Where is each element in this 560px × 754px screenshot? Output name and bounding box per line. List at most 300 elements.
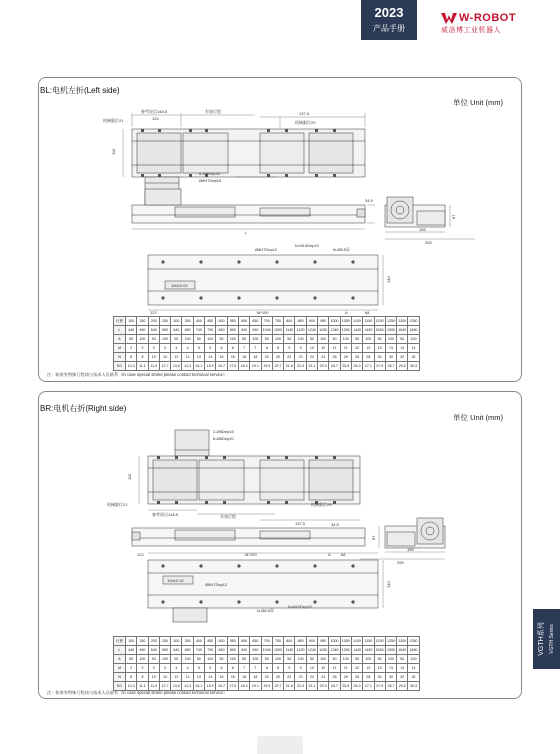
table-cell: 590 bbox=[159, 646, 170, 655]
label-mech-origin-r: 机械限位29 bbox=[295, 120, 316, 125]
table-cell: 1000 bbox=[329, 637, 340, 646]
table-cell: 500 bbox=[216, 317, 227, 326]
table-cell: 790 bbox=[205, 326, 216, 335]
table-cell: 1390 bbox=[340, 326, 351, 335]
dim-68: 68 bbox=[365, 310, 370, 315]
table-cell: 550 bbox=[227, 637, 238, 646]
table-cell: 28 bbox=[351, 673, 362, 682]
table-cell: 18 bbox=[250, 673, 261, 682]
table-cell: 1300 bbox=[397, 317, 408, 326]
table-cell: 27.1 bbox=[363, 362, 374, 371]
spec-table-left bbox=[113, 316, 420, 371]
table-cell: 17.5 bbox=[227, 682, 238, 691]
table-cell: 26 bbox=[329, 353, 340, 362]
table-cell: 11.9 bbox=[148, 362, 159, 371]
table-cell: 20 bbox=[272, 673, 283, 682]
table-cell: 100 bbox=[385, 655, 396, 664]
table-cell: 740 bbox=[193, 326, 204, 335]
table-cell: 22.3 bbox=[295, 362, 306, 371]
series-name: VGTH系列 bbox=[538, 622, 545, 656]
table-cell: 1350 bbox=[408, 317, 419, 326]
table-cell: 1240 bbox=[306, 326, 317, 335]
table-cell: 10.3 bbox=[126, 362, 137, 371]
dim-155: 155 bbox=[419, 227, 426, 232]
table-cell: 640 bbox=[171, 646, 182, 655]
table-cell: 940 bbox=[238, 646, 249, 655]
table-row bbox=[114, 317, 420, 326]
table-cell: 200 bbox=[148, 317, 159, 326]
dim-a: A bbox=[345, 310, 348, 315]
dim-ref-point: 参考原点148.5 bbox=[141, 109, 168, 114]
table-cell: 11.9 bbox=[148, 682, 159, 691]
table-cell: 100 bbox=[227, 335, 238, 344]
table-cell: 1250 bbox=[385, 637, 396, 646]
table-cell: 1640 bbox=[397, 646, 408, 655]
table-cell: 27.1 bbox=[363, 682, 374, 691]
dim-116: 116 bbox=[111, 148, 116, 155]
table-cell: 1340 bbox=[329, 326, 340, 335]
table-cell: 14 bbox=[408, 664, 419, 673]
table-cell: 50 bbox=[148, 335, 159, 344]
table-cell: 13.5 bbox=[171, 682, 182, 691]
table-cell: 1300 bbox=[397, 637, 408, 646]
table-row bbox=[114, 353, 420, 362]
table-cell: 22 bbox=[295, 353, 306, 362]
table-cell: 8 bbox=[126, 353, 137, 362]
table-cell: 26.3 bbox=[351, 362, 362, 371]
table-cell: 500 bbox=[216, 637, 227, 646]
table-cell: 250 bbox=[159, 637, 170, 646]
table-cell: 16 bbox=[227, 673, 238, 682]
table-cell: 24.7 bbox=[329, 362, 340, 371]
table-cell: 15.9 bbox=[205, 362, 216, 371]
table-cell: 200 bbox=[148, 637, 159, 646]
table-cell: 14 bbox=[397, 664, 408, 673]
dim-m100: M*100 bbox=[257, 310, 269, 315]
table-cell: 1240 bbox=[306, 646, 317, 655]
table-cell: 1690 bbox=[408, 326, 419, 335]
dim-255: 255 bbox=[425, 240, 432, 245]
table-cell: 50 bbox=[351, 335, 362, 344]
table-cell: 150 bbox=[137, 317, 148, 326]
table-cell: 100 bbox=[182, 655, 193, 664]
table-cell: 10.3 bbox=[126, 682, 137, 691]
table-cell: 11.1 bbox=[137, 682, 148, 691]
table-cell: 100 bbox=[408, 655, 419, 664]
table-cell: 800 bbox=[284, 637, 295, 646]
table-cell: 28.7 bbox=[385, 682, 396, 691]
dim-122-r: 122 bbox=[137, 552, 144, 557]
table-cell: 1590 bbox=[385, 326, 396, 335]
table-cell: 600 bbox=[238, 317, 249, 326]
table-cell: 11 bbox=[329, 664, 340, 673]
dim-116-r: 116 bbox=[127, 473, 132, 480]
table-cell: 100 bbox=[272, 335, 283, 344]
table-cell: 50 bbox=[329, 655, 340, 664]
table-cell: 14.3 bbox=[182, 682, 193, 691]
table-row-header: L bbox=[114, 646, 126, 655]
table-cell: 15.1 bbox=[193, 362, 204, 371]
table-cell: 840 bbox=[216, 646, 227, 655]
table-cell: 100 bbox=[159, 335, 170, 344]
table-cell: 50 bbox=[238, 655, 249, 664]
table-cell: 14 bbox=[205, 353, 216, 362]
table-cell: 350 bbox=[182, 317, 193, 326]
dim-34-5: 34.5 bbox=[365, 198, 373, 203]
table-cell: 300 bbox=[171, 637, 182, 646]
table-cell: 13 bbox=[374, 664, 385, 673]
table-cell: 1490 bbox=[363, 326, 374, 335]
table-cell: 10 bbox=[306, 344, 317, 353]
table-row bbox=[114, 655, 420, 664]
dim-ref-point-r: 参考原点148.5 bbox=[152, 512, 179, 517]
table-row bbox=[114, 646, 420, 655]
dim-155-r: 155 bbox=[407, 547, 414, 552]
series-name-en: VGTH Series bbox=[549, 624, 555, 654]
table-cell: 650 bbox=[250, 317, 261, 326]
table-cell: 1100 bbox=[351, 637, 362, 646]
table-cell: 100 bbox=[340, 655, 351, 664]
table-cell: 7 bbox=[250, 664, 261, 673]
table-row-header: 行程 bbox=[114, 637, 126, 646]
table-cell: 25.5 bbox=[340, 362, 351, 371]
label-mech-origin-l-r: 机械限位21 bbox=[107, 502, 128, 507]
table-cell: 6 bbox=[227, 664, 238, 673]
brand-name-cn: 威洛博工业机器人 bbox=[441, 27, 501, 34]
page-number-tab bbox=[257, 736, 303, 754]
hole-spec-5-r: N-Ø8.5穿 bbox=[257, 608, 274, 613]
table-cell: 740 bbox=[193, 646, 204, 655]
table-cell: 5 bbox=[205, 664, 216, 673]
table-cell: 400 bbox=[193, 637, 204, 646]
drawing-right-side bbox=[45, 422, 515, 627]
table-cell: 1150 bbox=[363, 637, 374, 646]
dim-stroke-r: 有效行程 bbox=[220, 514, 236, 519]
table-cell: 1040 bbox=[261, 326, 272, 335]
table-cell: 10 bbox=[148, 673, 159, 682]
table-cell: 20.7 bbox=[272, 362, 283, 371]
table-cell: 6 bbox=[216, 664, 227, 673]
table-cell: 100 bbox=[126, 637, 137, 646]
table-cell: 24.7 bbox=[329, 682, 340, 691]
table-cell: 18 bbox=[238, 673, 249, 682]
table-cell: 18.3 bbox=[238, 362, 249, 371]
table-cell: 1190 bbox=[295, 646, 306, 655]
table-cell: 12 bbox=[363, 664, 374, 673]
table-cell: 50 bbox=[306, 655, 317, 664]
table-cell: 12 bbox=[182, 673, 193, 682]
table-cell: 100 bbox=[385, 335, 396, 344]
table-cell: 890 bbox=[227, 326, 238, 335]
table-row bbox=[114, 673, 420, 682]
table-cell: 4 bbox=[171, 664, 182, 673]
table-cell: 5 bbox=[205, 344, 216, 353]
table-cell: 50 bbox=[171, 655, 182, 664]
brand-logo bbox=[441, 12, 541, 35]
table-cell: 30.3 bbox=[408, 682, 419, 691]
table-cell: 50 bbox=[397, 335, 408, 344]
table-cell: 9 bbox=[295, 344, 306, 353]
table-cell: 28 bbox=[351, 353, 362, 362]
table-cell: 100 bbox=[137, 335, 148, 344]
table-cell: 1140 bbox=[284, 646, 295, 655]
table-cell: 24 bbox=[318, 673, 329, 682]
dim-255-r: 255 bbox=[397, 560, 404, 565]
table-row-header: A bbox=[114, 655, 126, 664]
table-cell: 29.5 bbox=[397, 682, 408, 691]
table-cell: 1090 bbox=[272, 326, 283, 335]
table-cell: 8 bbox=[261, 664, 272, 673]
table-cell: 100 bbox=[137, 655, 148, 664]
table-row-header: KG bbox=[114, 362, 126, 371]
table-cell: 50 bbox=[329, 335, 340, 344]
table-cell: 15.1 bbox=[193, 682, 204, 691]
table-cell: 1390 bbox=[340, 646, 351, 655]
table-cell: 50 bbox=[171, 335, 182, 344]
table-cell: 900 bbox=[306, 637, 317, 646]
table-cell: 100 bbox=[295, 335, 306, 344]
table-cell: 600 bbox=[238, 637, 249, 646]
label-mech-origin-r-r: 机械限位29 bbox=[311, 502, 332, 507]
table-cell: 18.3 bbox=[238, 682, 249, 691]
table-cell: 1000 bbox=[329, 317, 340, 326]
table-cell: 540 bbox=[148, 326, 159, 335]
table-cell: 100 bbox=[205, 655, 216, 664]
table-cell: 19.1 bbox=[250, 362, 261, 371]
table-cell: 32 bbox=[408, 673, 419, 682]
table-cell: 450 bbox=[205, 637, 216, 646]
spec-table-right bbox=[113, 636, 420, 691]
table-cell: 1640 bbox=[397, 326, 408, 335]
table-cell: 440 bbox=[126, 326, 137, 335]
table-cell: 650 bbox=[250, 637, 261, 646]
table-cell: 4 bbox=[171, 344, 182, 353]
table-cell: 1100 bbox=[351, 317, 362, 326]
table-cell: 11 bbox=[340, 664, 351, 673]
table-cell: 1050 bbox=[340, 317, 351, 326]
table-cell: 23.9 bbox=[318, 362, 329, 371]
table-cell: 8 bbox=[272, 344, 283, 353]
table-cell: 440 bbox=[126, 646, 137, 655]
table-cell: 50 bbox=[306, 335, 317, 344]
table-cell: 2 bbox=[126, 664, 137, 673]
hole-spec-3-r: Ø8H7Dep12 bbox=[205, 582, 228, 587]
table-cell: 14 bbox=[408, 344, 419, 353]
table-cell: 990 bbox=[250, 646, 261, 655]
table-cell: 15.9 bbox=[205, 682, 216, 691]
table-cell: 790 bbox=[205, 646, 216, 655]
table-cell: 28 bbox=[363, 353, 374, 362]
table-cell: 10 bbox=[318, 344, 329, 353]
table-cell: 1350 bbox=[408, 637, 419, 646]
table-cell: 30 bbox=[385, 673, 396, 682]
table-cell: 350 bbox=[182, 637, 193, 646]
table-cell: 8 bbox=[126, 673, 137, 682]
hole-spec-2: Ø8H7Dep15 bbox=[199, 178, 222, 183]
table-cell: 100 bbox=[318, 655, 329, 664]
table-cell: 24 bbox=[306, 673, 317, 682]
table-cell: 1140 bbox=[284, 326, 295, 335]
table-row-header: M bbox=[114, 344, 126, 353]
table-cell: 990 bbox=[250, 326, 261, 335]
table-cell: 12.7 bbox=[159, 682, 170, 691]
table-cell: 8 bbox=[137, 353, 148, 362]
table-cell: 22.3 bbox=[295, 682, 306, 691]
section-title-left: BL:电机左折(Left side) bbox=[40, 83, 128, 98]
table-row bbox=[114, 362, 420, 371]
table-cell: 16 bbox=[216, 353, 227, 362]
table-cell: 100 bbox=[182, 335, 193, 344]
table-cell: 50 bbox=[351, 655, 362, 664]
table-cell: 8 bbox=[137, 673, 148, 682]
table-cell: 1490 bbox=[363, 646, 374, 655]
table-cell: 12 bbox=[363, 344, 374, 353]
table-cell: 50 bbox=[126, 655, 137, 664]
table-cell: 20 bbox=[272, 353, 283, 362]
table-cell: 3 bbox=[148, 344, 159, 353]
table-cell: 50 bbox=[193, 655, 204, 664]
table-cell: 850 bbox=[295, 317, 306, 326]
table-cell: 700 bbox=[261, 637, 272, 646]
table-cell: 490 bbox=[137, 326, 148, 335]
table-cell: 20 bbox=[261, 353, 272, 362]
table-cell: 100 bbox=[408, 335, 419, 344]
table-cell: 12 bbox=[351, 664, 362, 673]
table-cell: 5 bbox=[193, 344, 204, 353]
table-cell: 1190 bbox=[295, 326, 306, 335]
table-cell: 11 bbox=[340, 344, 351, 353]
dim-140-r: 140 bbox=[386, 581, 391, 588]
table-cell: 2 bbox=[137, 664, 148, 673]
table-cell: 100 bbox=[363, 335, 374, 344]
table-row bbox=[114, 664, 420, 673]
hole-spec-1-r: 2-Ø8Dep15 bbox=[213, 429, 234, 434]
table-cell: 100 bbox=[318, 335, 329, 344]
table-cell: 690 bbox=[182, 646, 193, 655]
table-cell: 14 bbox=[205, 673, 216, 682]
table-cell: 100 bbox=[227, 655, 238, 664]
table-cell: 1440 bbox=[351, 646, 362, 655]
unit-label-left: 单位 Unit (mm) bbox=[453, 98, 503, 107]
table-cell: 50 bbox=[193, 335, 204, 344]
table-cell: 590 bbox=[159, 326, 170, 335]
series-side-tab bbox=[533, 609, 560, 669]
table-cell: 13 bbox=[385, 664, 396, 673]
table-cell: 50 bbox=[148, 655, 159, 664]
table-cell: 10 bbox=[159, 353, 170, 362]
table-cell: 13.5 bbox=[171, 362, 182, 371]
table-cell: 24 bbox=[318, 353, 329, 362]
table-cell: 24 bbox=[306, 353, 317, 362]
table-cell: 250 bbox=[159, 317, 170, 326]
table-cell: 1340 bbox=[329, 646, 340, 655]
catalog-year-badge bbox=[361, 0, 417, 40]
hole-spec-4-r: N-M10Dep20 bbox=[288, 604, 312, 609]
table-cell: 25.5 bbox=[340, 682, 351, 691]
dim-pitch: 100±0.02 bbox=[171, 283, 188, 288]
table-cell: 50 bbox=[397, 655, 408, 664]
table-cell: 12 bbox=[171, 353, 182, 362]
dim-stroke: 有效行程 bbox=[205, 109, 221, 114]
table-cell: 100 bbox=[340, 335, 351, 344]
table-cell: 490 bbox=[137, 646, 148, 655]
dim-140: 140 bbox=[386, 276, 391, 283]
table-cell: 1200 bbox=[374, 317, 385, 326]
table-cell: 100 bbox=[295, 655, 306, 664]
table-cell: 890 bbox=[227, 646, 238, 655]
table-cell: 100 bbox=[205, 335, 216, 344]
catalog-text: 产品手册 bbox=[373, 24, 405, 33]
table-cell: 750 bbox=[272, 637, 283, 646]
note-left: 注：如果有特殊行程请与技术人员联系（In case special stroke please contact technical service） bbox=[47, 372, 228, 377]
dim-124: 124 bbox=[152, 116, 159, 121]
section-title-right: BR:电机右折(Right side) bbox=[40, 401, 158, 416]
table-cell: 12 bbox=[351, 344, 362, 353]
table-cell: 20 bbox=[261, 673, 272, 682]
table-row bbox=[114, 637, 420, 646]
table-cell: 16.7 bbox=[216, 362, 227, 371]
table-cell: 3 bbox=[159, 664, 170, 673]
table-cell: 18 bbox=[250, 353, 261, 362]
table-cell: 150 bbox=[137, 637, 148, 646]
table-cell: 26 bbox=[340, 673, 351, 682]
table-cell: 6 bbox=[227, 344, 238, 353]
unit-label-right: 单位 Unit (mm) bbox=[453, 413, 503, 422]
table-cell: 1690 bbox=[408, 646, 419, 655]
table-cell: 14 bbox=[397, 344, 408, 353]
table-cell: 18 bbox=[238, 353, 249, 362]
table-cell: 2 bbox=[137, 344, 148, 353]
table-row bbox=[114, 335, 420, 344]
table-cell: 23.9 bbox=[318, 682, 329, 691]
table-cell: 32 bbox=[408, 353, 419, 362]
table-cell: 450 bbox=[205, 317, 216, 326]
table-cell: 750 bbox=[272, 317, 283, 326]
table-cell: 16.7 bbox=[216, 682, 227, 691]
table-cell: 640 bbox=[171, 326, 182, 335]
table-cell: 50 bbox=[216, 335, 227, 344]
table-cell: 540 bbox=[148, 646, 159, 655]
table-cell: 940 bbox=[238, 326, 249, 335]
table-cell: 950 bbox=[318, 317, 329, 326]
table-cell: 32 bbox=[397, 353, 408, 362]
table-row-header: M bbox=[114, 664, 126, 673]
table-cell: 30 bbox=[374, 353, 385, 362]
table-cell: 7 bbox=[238, 344, 249, 353]
hole-spec-3: Ø8H7Dep12 bbox=[255, 247, 278, 252]
table-cell: 50 bbox=[261, 335, 272, 344]
table-cell: 3 bbox=[148, 664, 159, 673]
table-cell: 23.1 bbox=[306, 362, 317, 371]
table-cell: 10 bbox=[148, 353, 159, 362]
table-cell: 8 bbox=[261, 344, 272, 353]
table-cell: 100 bbox=[272, 655, 283, 664]
table-cell: 13 bbox=[374, 344, 385, 353]
table-cell: 7 bbox=[250, 344, 261, 353]
table-cell: 28.7 bbox=[385, 362, 396, 371]
table-cell: 1290 bbox=[318, 326, 329, 335]
table-cell: 16 bbox=[227, 353, 238, 362]
table-cell: 1090 bbox=[272, 646, 283, 655]
table-cell: 22 bbox=[284, 353, 295, 362]
table-cell: 26 bbox=[329, 673, 340, 682]
label-mech-origin-l: 机械限位21 bbox=[103, 118, 124, 123]
table-cell: 12 bbox=[182, 353, 193, 362]
table-cell: 10 bbox=[318, 664, 329, 673]
dim-a-r: A bbox=[328, 552, 331, 557]
table-cell: 30 bbox=[385, 353, 396, 362]
table-cell: 13 bbox=[385, 344, 396, 353]
